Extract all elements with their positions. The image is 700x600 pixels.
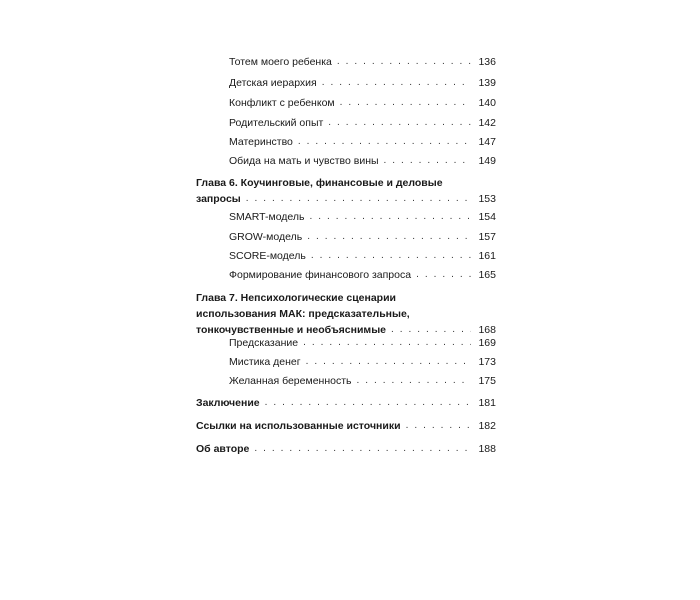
dot-leader xyxy=(337,54,471,70)
dot-leader xyxy=(406,418,471,434)
chapter-title-line: тонкочувственные и необъяснимые xyxy=(196,324,387,336)
chapter-title-line: Глава 6. Коучинговые, финансовые и деловые xyxy=(196,177,443,189)
toc-entry-label: Обида на мать и чувство вины xyxy=(229,155,379,167)
toc-entry-label: SCORE-модель xyxy=(229,250,306,262)
toc-entry xyxy=(229,153,496,169)
toc-page-number: 140 xyxy=(478,97,496,109)
dot-leader xyxy=(310,209,471,225)
toc-page-number: 161 xyxy=(478,250,496,262)
toc-page-number: 188 xyxy=(478,443,496,455)
dot-leader xyxy=(303,335,471,351)
toc-entry xyxy=(229,54,496,70)
dot-leader xyxy=(306,354,471,370)
chapter-title-line: Об авторе xyxy=(196,443,250,455)
toc-entry xyxy=(229,267,496,283)
toc-entry-label: Мистика денег xyxy=(229,356,301,368)
toc-entry-label: Родительский опыт xyxy=(229,117,324,129)
toc-entry-label: Предсказание xyxy=(229,337,299,349)
toc-page-number: 182 xyxy=(478,420,496,432)
toc-page-number: 168 xyxy=(478,324,496,336)
toc-chapter-heading xyxy=(196,395,496,411)
toc-chapter-heading xyxy=(196,441,496,457)
chapter-title-line: Заключение xyxy=(196,397,260,409)
toc-page-number: 153 xyxy=(478,193,496,205)
toc-chapter-heading xyxy=(196,418,496,434)
toc-entry-label: SMART-модель xyxy=(229,211,305,223)
dot-leader xyxy=(384,153,471,169)
toc-entry xyxy=(229,229,496,245)
dot-leader xyxy=(265,395,471,411)
toc-page-number: 175 xyxy=(478,375,496,387)
toc-entry-label: Тотем моего ребенка xyxy=(229,56,332,68)
dot-leader xyxy=(416,267,471,283)
toc-entry-label: Желанная беременность xyxy=(229,375,352,387)
dot-leader xyxy=(340,95,471,111)
toc-entry xyxy=(229,115,496,131)
chapter-title-line: использования МАК: предсказательные, xyxy=(196,308,410,320)
toc-page-number: 147 xyxy=(478,136,496,148)
toc-entry-label: Детская иерархия xyxy=(229,77,317,89)
dot-leader xyxy=(328,115,471,131)
toc-page-number: 169 xyxy=(478,337,496,349)
toc-entry xyxy=(229,373,496,389)
toc-page-number: 157 xyxy=(478,231,496,243)
toc-entry xyxy=(229,134,496,150)
toc-entry xyxy=(229,75,496,91)
toc-page-number: 173 xyxy=(478,356,496,368)
toc-page-number: 136 xyxy=(478,56,496,68)
toc-entry-label: Материнство xyxy=(229,136,293,148)
toc-page-number: 154 xyxy=(478,211,496,223)
toc-entry-label: GROW-модель xyxy=(229,231,303,243)
toc-chapter-heading xyxy=(196,175,496,207)
toc-entry xyxy=(229,209,496,225)
toc-entry xyxy=(229,248,496,264)
toc-page-number: 139 xyxy=(478,77,496,89)
dot-leader xyxy=(246,191,471,207)
toc-entry xyxy=(229,335,496,351)
toc-entry xyxy=(229,95,496,111)
toc-entry-label: Конфликт с ребенком xyxy=(229,97,335,109)
chapter-title-line: запросы xyxy=(196,193,241,205)
toc-entry-label: Формирование финансового запроса xyxy=(229,269,412,281)
toc-page-number: 149 xyxy=(478,155,496,167)
chapter-title-line: Глава 7. Непсихологические сценарии xyxy=(196,292,396,304)
dot-leader xyxy=(357,373,471,389)
dot-leader xyxy=(307,229,471,245)
dot-leader xyxy=(298,134,471,150)
dot-leader xyxy=(254,441,471,457)
chapter-title-line: Ссылки на использованные источники xyxy=(196,420,401,432)
toc-page-number: 142 xyxy=(478,117,496,129)
toc-page-number: 181 xyxy=(478,397,496,409)
toc-page-number: 165 xyxy=(478,269,496,281)
dot-leader xyxy=(311,248,471,264)
toc-entry xyxy=(229,354,496,370)
dot-leader xyxy=(322,75,471,91)
toc-chapter-heading xyxy=(196,290,496,338)
